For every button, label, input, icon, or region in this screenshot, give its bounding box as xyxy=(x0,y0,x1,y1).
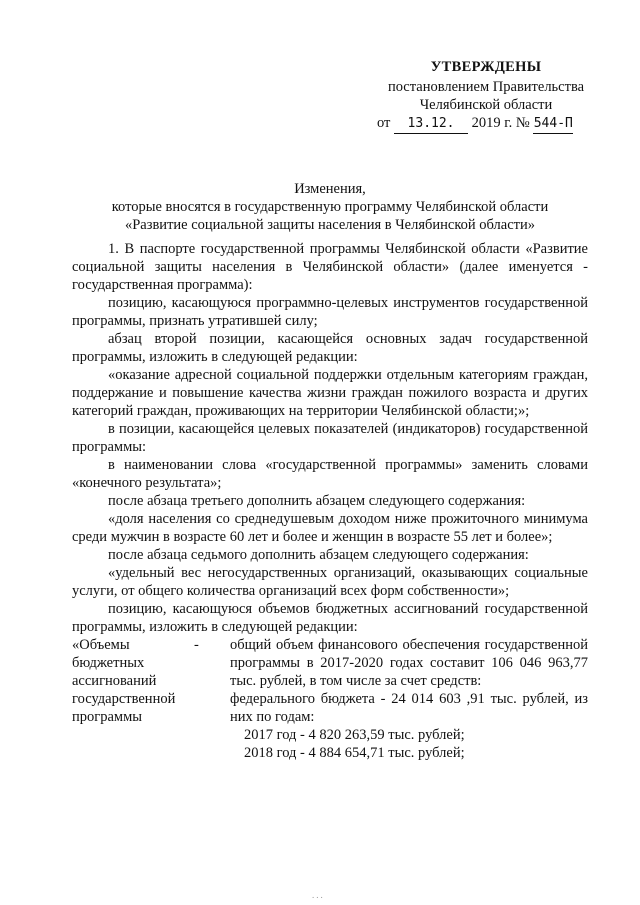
approval-line-1: постановлением Правительства xyxy=(387,79,585,95)
paragraph-8: «доля населения со среднедушевым доходом ниже прожиточного минимума среди мужчин в возрасте 60 лет и более и женщин в возрасте 55 лет и более»; xyxy=(72,511,588,545)
paragraph-1: 1. В паспорте государственной программы Челябинской области «Развитие социальной защиты населения в Челябинской области» (далее именуется - государственная программа): xyxy=(72,241,588,293)
approval-prefix: от xyxy=(377,115,391,131)
paragraph-10: «удельный вес негосударственных организаций, оказывающих социальные услуги, от общего количества организаций всех форм собственности»; xyxy=(72,565,588,599)
document-body xyxy=(72,240,588,762)
paragraph-3: абзац второй позиции, касающейся основных задач государственной программы, изложить в следующей редакции: xyxy=(72,331,588,365)
paragraph-6: в наименовании слова «государственной программы» заменить словами «конечного результата»; xyxy=(72,457,588,491)
passport-text-2: федерального бюджета - 24 014 603 ,91 тыс. рублей, из них по годам: xyxy=(230,691,588,725)
paragraph-4: «оказание адресной социальной поддержки отдельным категориям граждан, поддержание и повышение качества жизни граждан пожилого возраста и других категорий граждан, проживающих на территории Челябинской области;»; xyxy=(72,367,588,419)
approval-line-2: Челябинской области xyxy=(419,97,553,113)
paragraph-7: после абзаца третьего дополнить абзацем следующего содержания: xyxy=(108,493,526,509)
paragraph-11: позицию, касающуюся объемов бюджетных ассигнований государственной программы, изложить в следующей редакции: xyxy=(72,601,588,635)
approval-heading: УТВЕРЖДЕНЫ xyxy=(430,59,542,75)
passport-text-1: общий объем финансового обеспечения государственной программы в 2017-2020 годах составит 106 046 963,77 тыс. рублей, в том числе за счет средств: xyxy=(230,637,588,689)
title-line-3: «Развитие социальной защиты населения в Челябинской области» xyxy=(124,217,535,233)
document-title xyxy=(40,180,620,234)
passport-text-4: 2018 год - 4 884 654,71 тыс. рублей; xyxy=(244,745,465,761)
title-line-2: которые вносятся в государственную программу Челябинской области xyxy=(111,199,549,215)
approval-block xyxy=(355,58,617,134)
approval-dateline xyxy=(355,114,617,134)
passport-row-content xyxy=(230,636,588,762)
paragraph-9: после абзаца седьмого дополнить абзацем следующего содержания: xyxy=(108,547,529,563)
approval-date: 13.12. xyxy=(394,115,468,134)
passport-row-dash: - xyxy=(194,637,199,653)
title-line-1: Изменения, xyxy=(294,181,366,197)
passport-text-3: 2017 год - 4 820 263,59 тыс. рублей; xyxy=(244,727,465,743)
approval-number: 544-П xyxy=(533,115,573,134)
passport-row xyxy=(72,636,588,762)
passport-row-label: «Объемы бюджетных ассигнований государственной программы xyxy=(72,637,176,725)
approval-year: 2019 г. № xyxy=(471,115,530,131)
footer-mark: ... xyxy=(312,890,325,900)
paragraph-2: позицию, касающуюся программно-целевых инструментов государственной программы, признать утратившей силу; xyxy=(72,295,588,329)
paragraph-5: в позиции, касающейся целевых показателей (индикаторов) государственной программы: xyxy=(72,421,588,455)
